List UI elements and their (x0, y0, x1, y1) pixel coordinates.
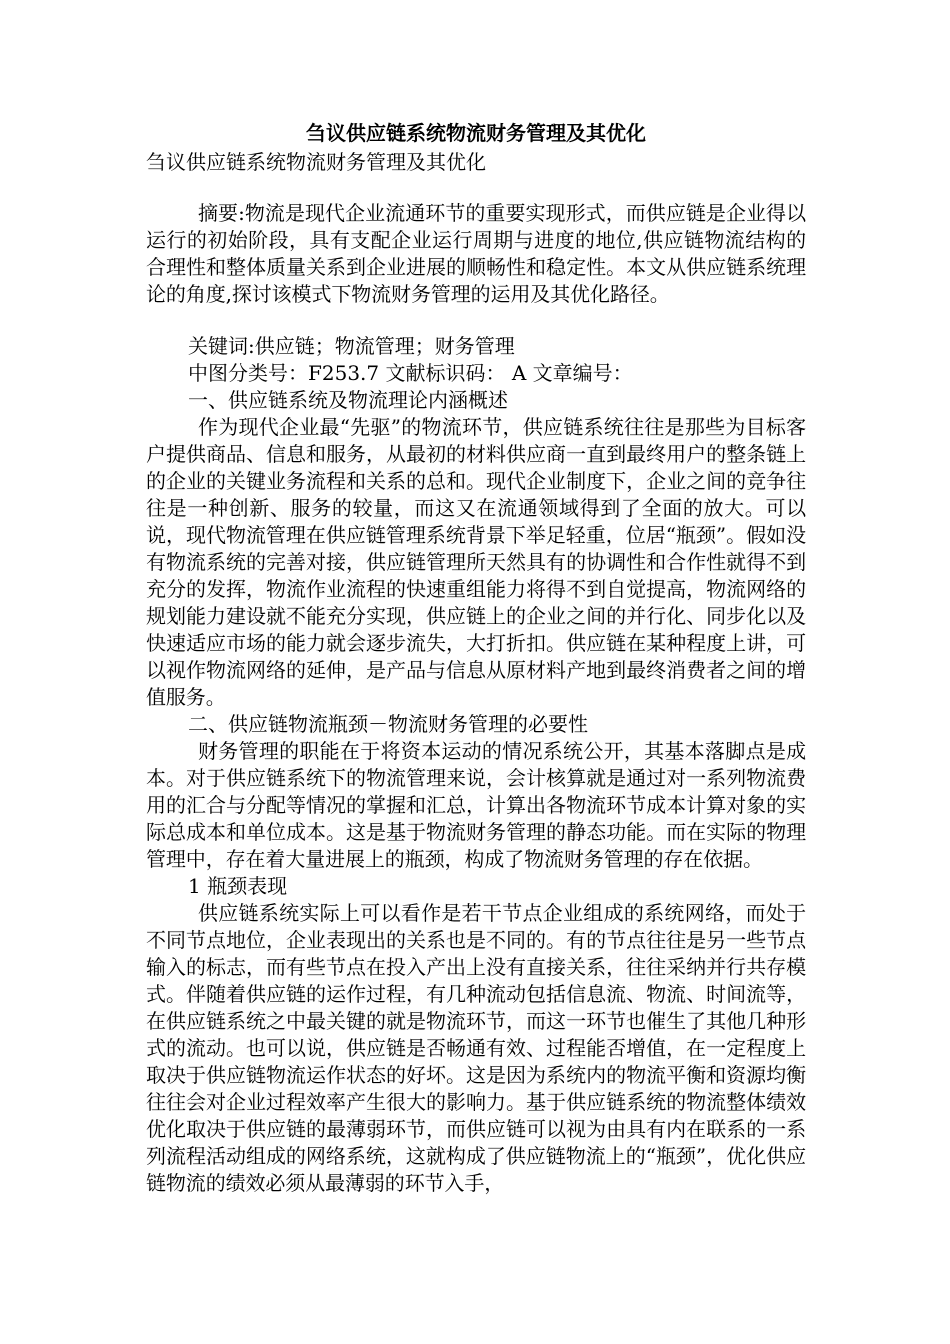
subsection-body-1: 供应链系统实际上可以看作是若干节点企业组成的系统网络，而处于不同节点地位，企业表现出的关系也是不同的。有的节点往往是另一些节点输入的标志，而有些节点在投入产出上没有直接关系，往往采纳并行共存模式。伴随着供应链的运作过程，有几种流动包括信息流、物流、时间流等，在供应链系统之中最关键的就是物流环节，而这一环节也催生了其他几种形式的流动。也可以说，供应链是否畅通有效、过程能否增值，在一定程度上取决于供应链物流运作状态的好坏。这是因为系统内的物流平衡和资源均衡往往会对企业过程效率产生很大的影响力。基于供应链系统的物流整体绩效优化取决于供应链的最薄弱环节，而供应链可以视为由具有内在联系的一系列流程活动组成的网络系统，这就构成了供应链物流上的“瓶颈”，优化供应链物流的绩效必须从最薄弱的环节入手， (146, 901, 806, 1195)
section-heading-1: 一、供应链系统及物流理论内涵概述 (188, 388, 508, 412)
document-subtitle: 刍议供应链系统物流财务管理及其优化 (146, 150, 486, 174)
document-page (146, 118, 806, 1197)
spacer (146, 308, 806, 333)
subsection-heading-1: 1 瓶颈表现 (188, 874, 288, 898)
abstract-paragraph: 摘要:物流是现代企业流通环节的重要实现形式，而供应链是企业得以运行的初始阶段，具有支配企业运行周期与进度的地位,供应链物流结构的合理性和整体质量关系到企业进展的顺畅性和稳定性。本文从供应链系统理论的角度,探讨该模式下物流财务管理的运用及其优化路径。 (146, 201, 806, 306)
section-body-2: 财务管理的职能在于将资本运动的情况系统公开，其基本落脚点是成本。对于供应链系统下的物流管理来说，会计核算就是通过对一系列物流费用的汇合与分配等情况的掌握和汇总，计算出各物流环节成本计算对象的实际总成本和单位成本。这是基于物流财务管理的静态功能。而在实际的物理管理中，存在着大量进展上的瓶颈，构成了物流财务管理的存在依据。 (146, 739, 806, 871)
classification-line: 中图分类号：F253.7 文献标识码： A 文章编号： (188, 361, 633, 385)
section-heading-2: 二、供应链物流瓶颈－物流财务管理的必要性 (188, 712, 588, 736)
spacer (146, 178, 806, 200)
section-body-1: 作为现代企业最“先驱”的物流环节，供应链系统往往是那些为目标客户提供商品、信息和服务，从最初的材料供应商一直到最终用户的整条链上的企业的关键业务流程和关系的总和。现代企业制度下，企业之间的竞争往往是一种创新、服务的较量，而这又在流通领域得到了全面的放大。可以说，现代物流管理在供应链管理系统背景下举足轻重，位居“瓶颈”。假如没有物流系统的完善对接，供应链管理所天然具有的协调性和合作性就得不到充分的发挥，物流作业流程的快速重组能力将得不到自觉提高，物流网络的规划能力建设就不能充分实现，供应链上的企业之间的并行化、同步化以及快速适应市场的能力就会逐步流失，大打折扣。供应链在某种程度上讲，可以视作物流网络的延伸，是产品与信息从原材料产地到最终消费者之间的增值服务。 (146, 415, 806, 709)
document-title: 刍议供应链系统物流财务管理及其优化 (306, 121, 646, 145)
keywords-line: 关键词:供应链；物流管理；财务管理 (188, 334, 515, 358)
